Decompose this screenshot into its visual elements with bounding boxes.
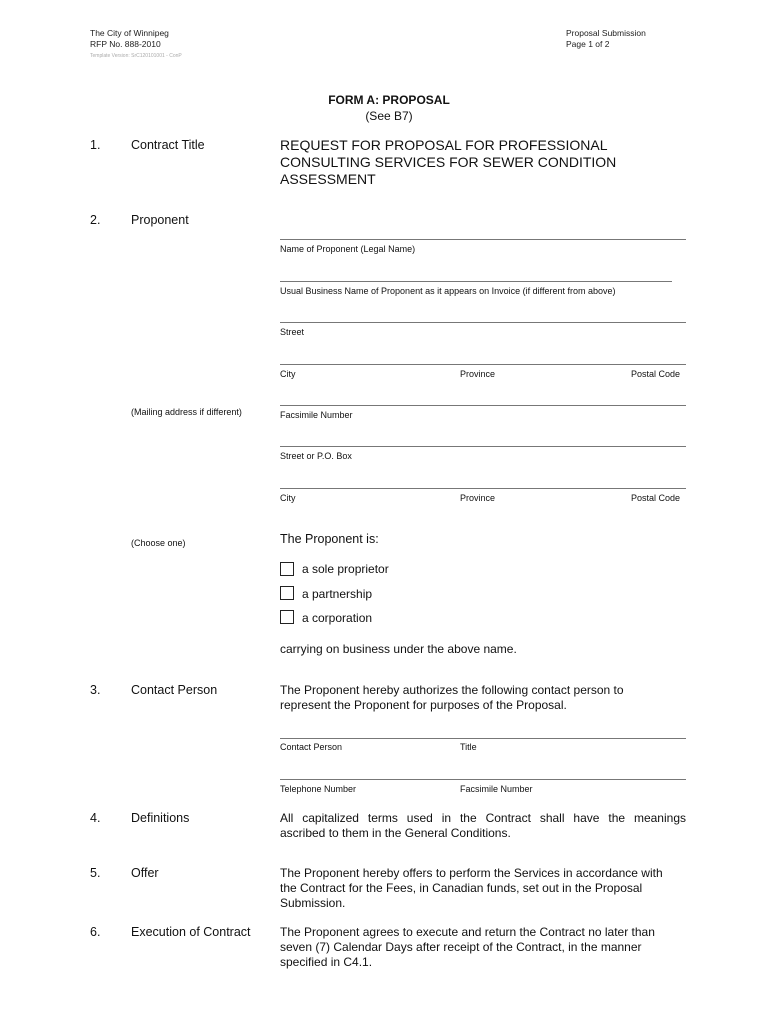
facsimile-caption: Facsimile Number [280,410,353,420]
header-page-number: Page 1 of 2 [566,39,610,49]
offer-label: Offer [131,866,159,880]
telephone-caption: Telephone Number [280,784,357,794]
mailing-address-note: (Mailing address if different) [131,407,242,417]
template-version: Template Version: SrC120101001 - ConP [90,53,182,59]
legal-name-caption: Name of Proponent (Legal Name) [280,244,416,254]
contract-title-value: REQUEST FOR PROPOSAL FOR PROFESSIONAL CONSULTING SERVICES FOR SEWER CONDITION ASSESSMENT [280,137,617,187]
province-caption: Province [460,369,496,379]
telephone-fax-field[interactable] [280,779,686,780]
proponent-label: Proponent [131,213,189,227]
header-left [90,28,169,50]
header-org: The City of Winnipeg [90,28,169,38]
header-rfp-number: RFP No. 888-2010 [90,39,161,49]
partnership-checkbox[interactable] [280,586,294,600]
contact-person-title-field[interactable] [280,738,686,739]
usual-name-caption: Usual Business Name of Proponent as it appears on Invoice (if different from above) [280,286,616,296]
contact-person-caption: Contact Person [280,742,343,752]
mailing-postal-code-caption: Postal Code [631,493,681,503]
header-doc-type: Proposal Submission [566,28,646,38]
section-5-number: 5. [90,866,101,880]
definitions-label: Definitions [131,811,190,825]
execution-of-contract-text: The Proponent agrees to execute and return the Contract no later than seven (7) Calendar Days after receipt of the Contract, in the manner specified in C4.1. [280,925,655,969]
form-title: FORM A: PROPOSAL [328,93,450,107]
street-field[interactable] [280,322,686,323]
corporation-checkbox[interactable] [280,610,294,624]
postal-code-caption: Postal Code [631,369,681,379]
title-caption: Title [460,742,477,752]
header-right [566,28,646,50]
contact-person-label: Contact Person [131,683,218,697]
city-caption: City [280,369,296,379]
definitions-text: All capitalized terms used in the Contract shall have the meanings ascribed to them in the General Conditions. [280,811,686,840]
choose-one-note: (Choose one) [131,538,186,548]
partnership-label: a partnership [302,587,373,601]
section-4-number: 4. [90,811,101,825]
mailing-city-caption: City [280,493,296,503]
usual-name-field[interactable] [280,281,672,282]
street-caption: Street [280,327,305,337]
section-3-number: 3. [90,683,101,697]
city-province-postal-field[interactable] [280,364,686,365]
street-po-caption: Street or P.O. Box [280,451,352,461]
section-2-number: 2. [90,213,101,227]
form-subtitle: (See B7) [365,109,413,123]
mailing-city-province-postal-field[interactable] [280,488,686,489]
section-6-number: 6. [90,925,101,939]
street-po-field[interactable] [280,446,686,447]
facsimile-field[interactable] [280,405,686,406]
mailing-province-caption: Province [460,493,496,503]
sole-proprietor-label: a sole proprietor [302,562,389,576]
sole-proprietor-checkbox[interactable] [280,562,294,576]
proponent-is-heading: The Proponent is: [280,532,379,546]
legal-name-field[interactable] [280,239,686,240]
offer-text: The Proponent hereby offers to perform the Services in accordance with the Contract for the Fees, in Canadian funds, set out in the Proposal Submission. [280,866,663,910]
contract-title-label: Contract Title [131,138,205,152]
contact-person-text: The Proponent hereby authorizes the following contact person to represent the Proponent for purposes of the Proposal. [280,683,624,712]
contact-fax-caption: Facsimile Number [460,784,533,794]
execution-of-contract-label: Execution of Contract [131,925,251,939]
corporation-label: a corporation [302,611,373,625]
carrying-on-business-text: carrying on business under the above name. [280,642,517,656]
section-1-number: 1. [90,138,101,152]
